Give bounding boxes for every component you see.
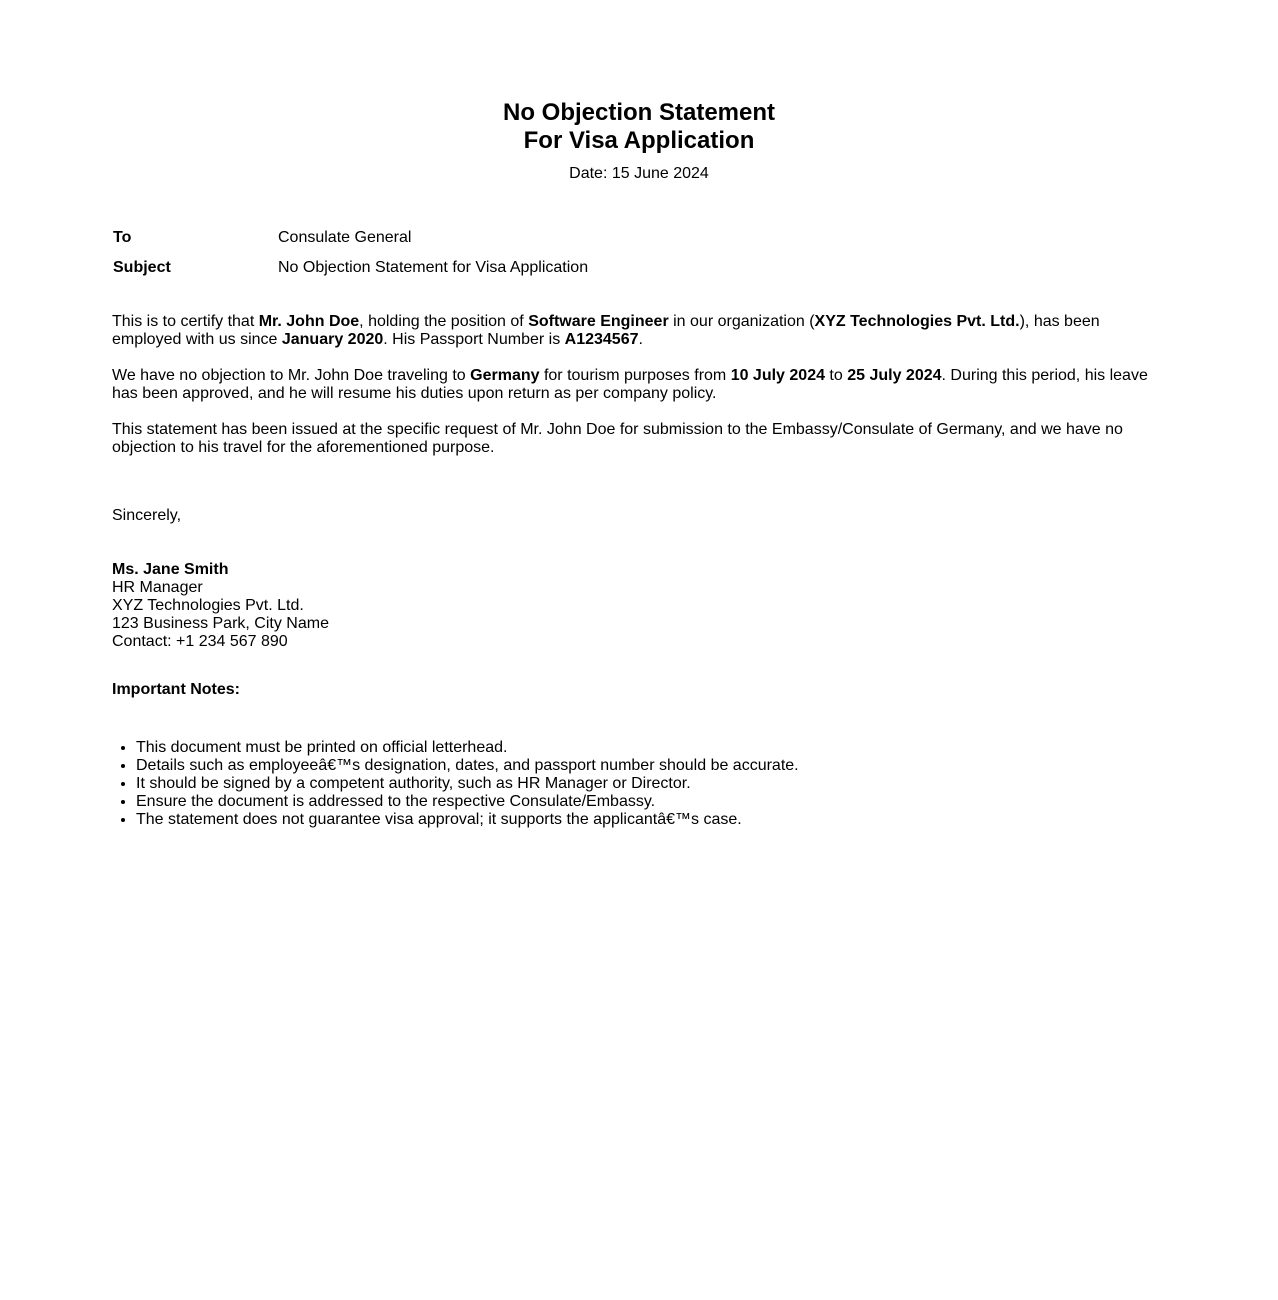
travel-to-date: 25 July 2024: [847, 367, 942, 384]
paragraph-purpose: This statement has been issued at the specific request of Mr. John Doe for submission to the Embassy/Consulate of Germany, and we have no objection to his travel for the aforementioned purpose.: [112, 421, 1123, 456]
letter-meta: [113, 229, 1153, 289]
company-name: XYZ Technologies Pvt. Ltd.: [814, 313, 1020, 330]
paragraph-travel: [112, 367, 1157, 403]
p2-text-3: to: [824, 367, 848, 384]
destination-country: Germany: [470, 367, 540, 384]
signatory-company: XYZ Technologies Pvt. Ltd.: [112, 597, 304, 614]
signatory-title: HR Manager: [112, 579, 203, 596]
signature-block: [112, 561, 329, 651]
notes-list: [112, 739, 1176, 829]
travel-from-date: 10 July 2024: [730, 367, 825, 384]
paragraph-certification: [112, 313, 1157, 349]
notes-heading: Important Notes:: [112, 681, 240, 698]
list-item: • Details such as employeeâ€™s designation, dates, and passport number should be accurate.: [136, 757, 1176, 775]
passport-number: A1234567: [564, 331, 639, 348]
signatory-name: [112, 561, 329, 579]
to-row: [113, 229, 1153, 259]
document-header: [0, 99, 1278, 183]
closing-salutation: Sincerely,: [112, 507, 182, 524]
to-value: Consulate General: [278, 229, 412, 246]
p2-text-1: We have no objection to Mr. John Doe traveling to: [112, 367, 471, 384]
list-item: • This document must be printed on official letterhead.: [136, 739, 1176, 757]
subject-value: No Objection Statement for Visa Application: [278, 259, 589, 276]
p1-text-1: This is to certify that: [112, 313, 259, 330]
p1-text-2: , holding the position of: [359, 313, 529, 330]
document-date: Date: 15 June 2024: [569, 165, 709, 182]
letter-body: [112, 313, 1157, 475]
p2-text-4: . During this period, his leave has been approved, and he will resume his duties upon return as per company policy.: [112, 367, 1148, 402]
list-item: • Ensure the document is addressed to the respective Consulate/Embassy.: [136, 793, 1176, 811]
subject-row: [113, 259, 1153, 289]
p1-text-4: ), has been employed with us since: [112, 313, 1100, 348]
employee-position: Software Engineer: [528, 313, 669, 330]
signatory-name-text: Ms. Jane Smith: [112, 561, 229, 578]
list-item: • It should be signed by a competent authority, such as HR Manager or Director.: [136, 775, 1176, 793]
subject-label: Subject: [113, 259, 171, 276]
p1-text-6: .: [638, 331, 643, 348]
document-title-line1: No Objection Statement: [502, 99, 776, 126]
p1-text-5: . His Passport Number is: [383, 331, 565, 348]
employee-name: Mr. John Doe: [258, 313, 360, 330]
p1-text-3: in our organization (: [668, 313, 815, 330]
signatory-contact: Contact: +1 234 567 890: [112, 633, 288, 650]
list-item: • The statement does not guarantee visa approval; it supports the applicantâ€™s case.: [136, 811, 1176, 829]
to-label: To: [113, 229, 132, 246]
signatory-address: 123 Business Park, City Name: [112, 615, 329, 632]
employment-since: January 2020: [281, 331, 384, 348]
p2-text-2: for tourism purposes from: [539, 367, 731, 384]
document-title-line2: For Visa Application: [523, 127, 755, 154]
